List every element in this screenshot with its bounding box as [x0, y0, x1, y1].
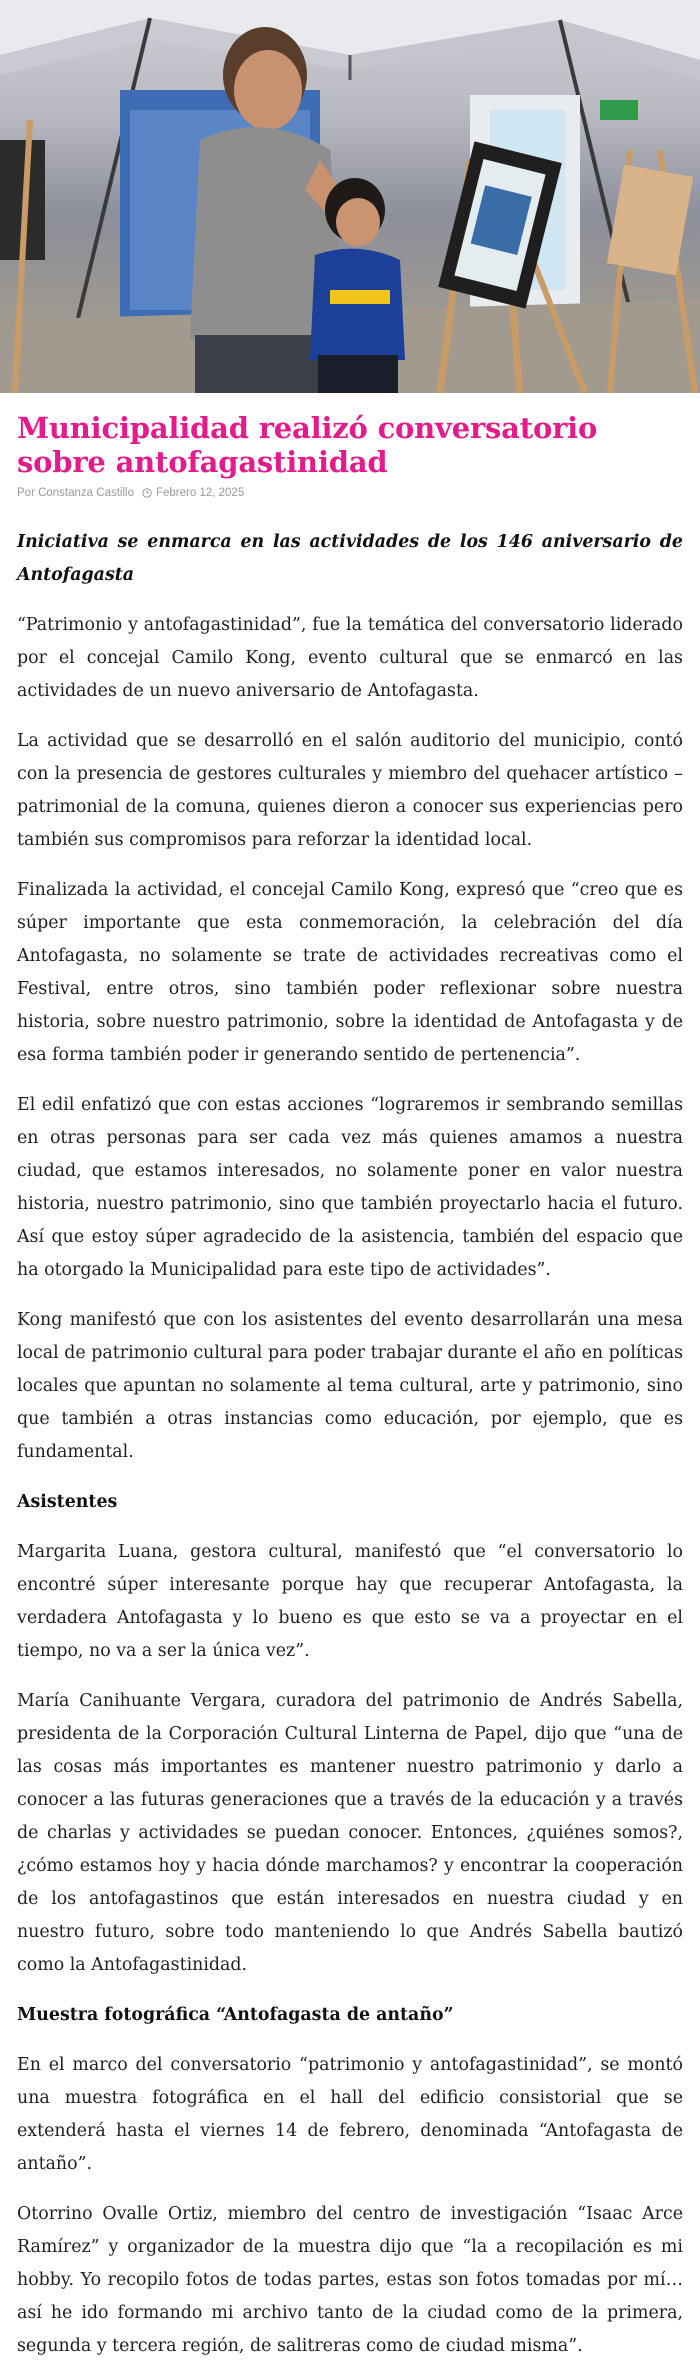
section-heading-asistentes: Asistentes: [17, 1492, 118, 1512]
clock-icon: [142, 488, 152, 498]
paragraph: La actividad que se desarrolló en el salón auditorio del municipio, contó con la presencia de gestores culturales y miembro del quehacer artístico – patrimonial de la comuna, quienes dieron a conocer sus experiencias pero también sus compromisos para reforzar la identidad local.: [17, 731, 683, 850]
paragraph: Finalizada la actividad, el concejal Camilo Kong, expresó que “creo que es súper importante que esta conmemoración, la celebración del día Antofagasta, no solamente se trate de actividades recreativas como el Festival, entre otros, sino también poder reflexionar sobre nuestra historia, sobre nuestro patrimonio, sobre la identidad de Antofagasta y de esa forma también poder ir generando sentido de pertenencia”.: [17, 880, 683, 1065]
paragraph: En el marco del conversatorio “patrimonio y antofagastinidad”, se montó una muestra fotográfica en el hall del edificio consistorial que se extenderá hasta el viernes 14 de febrero, denominada “Antofagasta de antaño”.: [17, 2055, 683, 2174]
paragraph: “Patrimonio y antofagastinidad”, fue la temática del conversatorio liderado por el concejal Camilo Kong, evento cultural que se enmarcó en las actividades de un nuevo aniversario de Antofagasta.: [17, 615, 683, 701]
article-meta: [17, 487, 683, 499]
hero-photo: [0, 0, 700, 393]
article-lead: Iniciativa se enmarca en las actividades de los 146 aniversario de Antofagasta: [17, 532, 683, 585]
section-heading-muestra: Muestra fotográfica “Antofagasta de antaño”: [17, 2005, 454, 2025]
paragraph: Margarita Luana, gestora cultural, manifestó que “el conversatorio lo encontré súper interesante porque hay que recuperar Antofagasta, la verdadera Antofagasta y lo bueno es que esto se va a proyectar en el tiempo, no va a ser la única vez”.: [17, 1542, 683, 1661]
paragraph: Otorrino Ovalle Ortiz, miembro del centro de investigación “Isaac Arce Ramírez” y organizador de la muestra dijo que “la a recopilación es mi hobby. Yo recopilo fotos de todas partes, estas son fotos tomadas por mí… así he ido formando mi archivo tanto de la ciudad como de la primera, segunda y tercera región, de salitreras como de ciudad misma”.: [17, 2204, 683, 2356]
paragraph: El edil enfatizó que con estas acciones “lograremos ir sembrando semillas en otras personas para ser cada vez más quienes amamos a nuestra ciudad, que estamos interesados, no solamente poner en valor nuestra historia, nuestro patrimonio, sino que también proyectarlo hacia el futuro. Así que estoy súper agradecido de la asistencia, también del espacio que ha otorgado la Municipalidad para este tipo de actividades”.: [17, 1095, 683, 1280]
paragraph: Kong manifestó que con los asistentes del evento desarrollarán una mesa local de patrimonio cultural para poder trabajar durante el año en políticas locales que apuntan no solamente al tema cultural, arte y patrimonio, sino que también a otras instancias como educación, por ejemplo, que es fundamental.: [17, 1310, 683, 1462]
publish-date: Febrero 12, 2025: [155, 487, 245, 499]
paragraph: María Canihuante Vergara, curadora del patrimonio de Andrés Sabella, presidenta de la Corporación Cultural Linterna de Papel, dijo que “una de las cosas más importantes es mantener nuestro patrimonio y darlo a conocer a las futuras generaciones que a través de la educación y a través de charlas y actividades se puedan conocer. Entonces, ¿quiénes somos?, ¿cómo estamos hoy y hacia dónde marchamos? y encontrar la cooperación de los antofagastinos que están interesados en nuestra ciudad y en nuestro futuro, sobre todo manteniendo lo que Andrés Sabella bautizó como la Antofagastinidad.: [17, 1691, 683, 1975]
hero-image: [0, 0, 700, 393]
article-title: Municipalidad realizó conversatorio sobre antofagastinidad: [17, 411, 598, 479]
byline[interactable]: Por Constanza Castillo: [17, 487, 134, 499]
article: [0, 411, 700, 2363]
